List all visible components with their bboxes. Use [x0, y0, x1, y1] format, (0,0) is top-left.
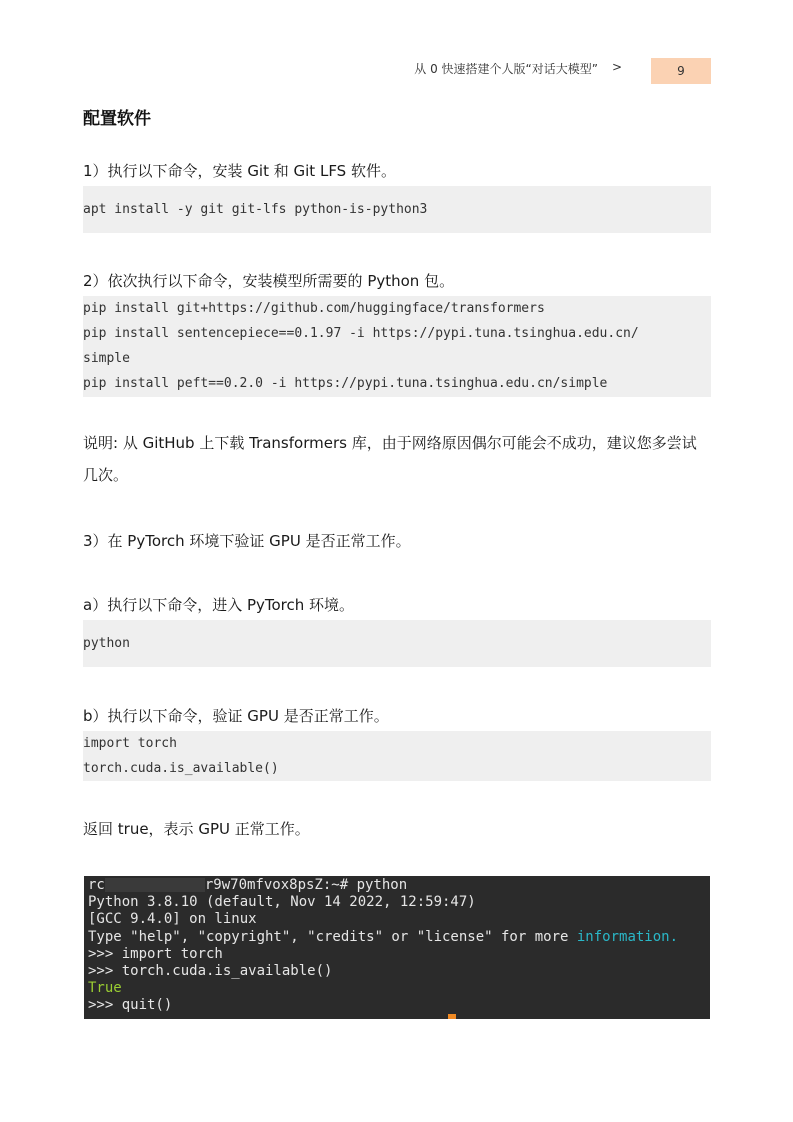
redacted-host	[105, 878, 205, 892]
running-header-title: 从 0 快速搭建个人版“对话大模型”	[414, 62, 598, 76]
code-line: pip install peft==0.2.0 -i https://pypi.tuna.tsinghua.edu.cn/simple	[83, 376, 608, 391]
result-text: 返回 true，表示 GPU 正常工作。	[83, 820, 310, 838]
step-1-text: 1）执行以下命令，安装 Git 和 Git LFS 软件。	[83, 162, 396, 180]
terminal-command: >>> import torch	[88, 945, 223, 962]
code-line: import torch	[83, 736, 177, 751]
section-title: 配置软件	[83, 109, 151, 129]
code-line: apt install -y git git-lfs python-is-python3	[83, 202, 428, 217]
terminal-cursor-mark	[448, 1014, 456, 1019]
help-keyword: information	[576, 928, 670, 945]
code-line: python	[83, 636, 130, 651]
step-3-text: 3）在 PyTorch 环境下验证 GPU 是否正常工作。	[83, 532, 411, 550]
code-block-2[interactable]	[83, 296, 711, 397]
terminal-prompt-line	[88, 877, 706, 894]
terminal-line: Python 3.8.10 (default, Nov 14 2022, 12:59:47)	[88, 894, 476, 911]
step-3a-text: a）执行以下命令，进入 PyTorch 环境。	[83, 596, 355, 614]
code-block-1[interactable]	[83, 186, 711, 233]
help-prefix: Type "help", "copyright", "credits" or "license" for more	[88, 928, 577, 945]
terminal-command: >>> quit()	[88, 997, 173, 1014]
prompt-prefix: rc	[88, 877, 105, 893]
page-number: 9	[677, 64, 685, 78]
terminal-line: [GCC 9.4.0] on linux	[88, 911, 257, 928]
page-number-box	[651, 58, 711, 84]
step-2-text: 2）依次执行以下命令，安装模型所需要的 Python 包。	[83, 272, 455, 290]
code-line: simple	[83, 351, 130, 366]
terminal-command: >>> torch.cuda.is_available()	[88, 962, 333, 979]
code-line: torch.cuda.is_available()	[83, 761, 279, 776]
code-block-3[interactable]	[83, 620, 711, 667]
terminal-help-line	[88, 929, 706, 946]
terminal-screenshot	[84, 876, 710, 1019]
code-line: pip install git+https://github.com/huggingface/transformers	[83, 301, 545, 316]
code-block-4[interactable]	[83, 731, 711, 781]
terminal-output: True	[88, 980, 122, 997]
step-3b-text: b）执行以下命令，验证 GPU 是否正常工作。	[83, 707, 389, 725]
note-text: 说明: 从 GitHub 上下载 Transformers 库，由于网络原因偶尔可能会不成功，建议您多尝试几次。	[83, 434, 697, 484]
code-line: pip install sentencepiece==0.1.97 -i https://pypi.tuna.tsinghua.edu.cn/	[83, 326, 639, 341]
running-header-arrow: >	[612, 60, 623, 74]
help-suffix: .	[669, 928, 679, 945]
prompt-suffix: r9w70mfvox8psZ:~# python	[204, 877, 408, 893]
